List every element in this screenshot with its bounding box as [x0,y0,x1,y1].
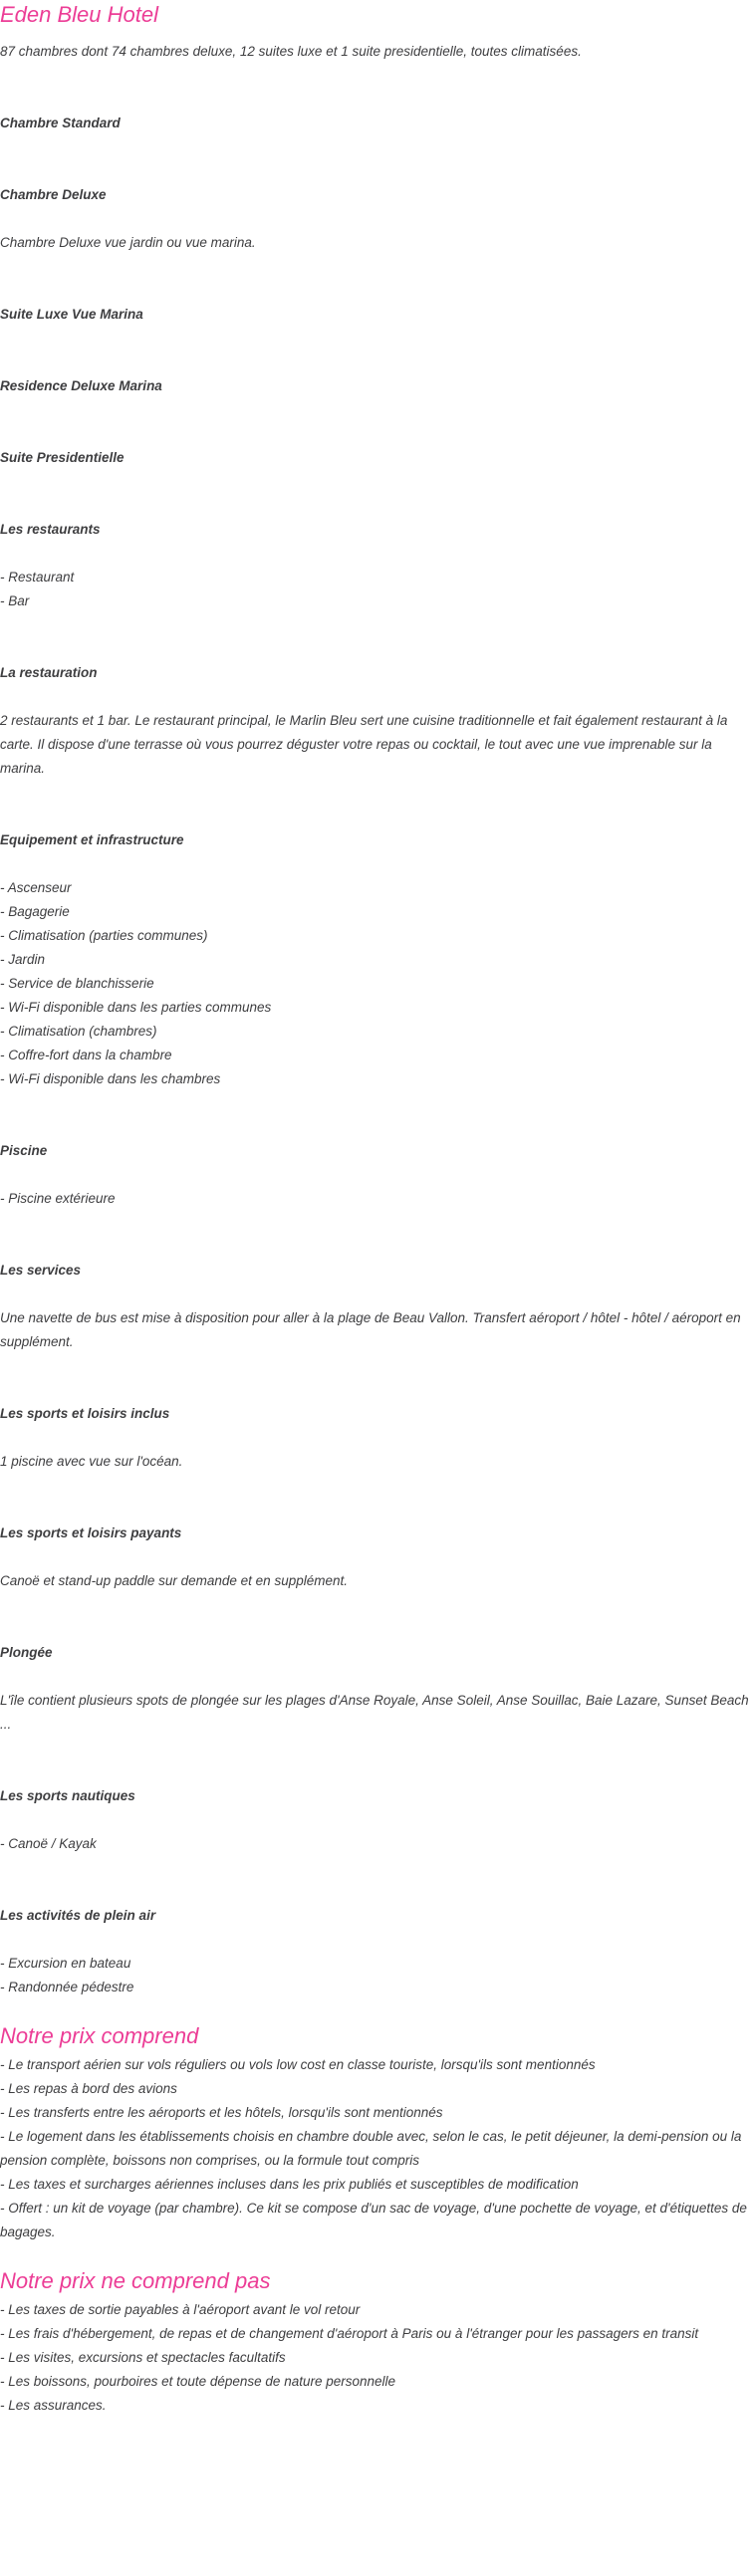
section-list [0,566,753,613]
section-title: Suite Luxe Vue Marina [0,307,143,322]
hotel-intro: 87 chambres dont 74 chambres deluxe, 12 suites luxe et 1 suite presidentielle, toutes climatisées. [0,44,582,59]
section-title: Equipement et infrastructure [0,832,184,847]
section-title: Les sports nautiques [0,1788,135,1803]
list-item: - Jardin [0,952,46,967]
list-item: - Excursion en bateau [0,1956,131,1971]
list-item: - Bar [0,593,30,608]
section-text: 1 piscine avec vue sur l'océan. [0,1454,183,1469]
list-item: - Bagagerie [0,904,70,919]
section [0,183,753,255]
list-item: - Piscine extérieure [0,1191,116,1206]
section [0,828,753,1091]
section [0,112,753,135]
section [0,661,753,781]
list-item: - Randonnée pédestre [0,1980,134,1994]
list-item: - Les boissons, pourboires et toute dépense de nature personnelle [0,2374,396,2389]
section [0,1784,753,1856]
section-text: Canoë et stand-up paddle sur demande et en supplément. [0,1573,348,1588]
section [0,1259,753,1354]
section-list [0,1187,753,1211]
price-includes-title: Notre prix comprend [0,2023,199,2048]
section [0,1402,753,1474]
section-title: Les activités de plein air [0,1908,156,1923]
list-item: - Service de blanchisserie [0,976,154,991]
list-item: - Coffre-fort dans la chambre [0,1048,172,1062]
section [0,1641,753,1737]
price-includes-list [0,2053,753,2244]
price-excludes-title: Notre prix ne comprend pas [0,2268,271,2293]
list-item: - Les taxes de sortie payables à l'aéroport avant le vol retour [0,2302,361,2317]
section-title: Piscine [0,1143,48,1158]
section [0,1904,753,1999]
price-includes [0,2021,753,2244]
section-title: Plongée [0,1645,53,1660]
list-item: - Les taxes et surcharges aériennes incluses dans les prix publiés et susceptibles de modification [0,2177,579,2192]
section-text: L'île contient plusieurs spots de plongée sur les plages d'Anse Royale, Anse Soleil, Anse Souillac, Baie Lazare, Sunset Beach ... [0,1693,749,1732]
list-item: - Climatisation (chambres) [0,1024,157,1039]
list-item: - Les repas à bord des avions [0,2081,177,2096]
list-item: - Les visites, excursions et spectacles facultatifs [0,2350,286,2365]
section-title: Les sports et loisirs payants [0,1525,182,1540]
section-text: Chambre Deluxe vue jardin ou vue marina. [0,235,256,250]
section [0,374,753,398]
section [0,1139,753,1211]
list-item: - Les assurances. [0,2398,107,2413]
section [0,303,753,327]
section-title: Les restaurants [0,522,101,537]
price-excludes-list [0,2298,753,2418]
list-item: - Les frais d'hébergement, de repas et de changement d'aéroport à Paris ou à l'étranger pour les passagers en transit [0,2326,699,2341]
list-item: - Offert : un kit de voyage (par chambre). Ce kit se compose d'un sac de voyage, d'une pochette de voyage, et d'étiquettes de bagages. [0,2201,747,2239]
section-title: Chambre Deluxe [0,187,107,202]
section-list [0,1832,753,1856]
list-item: - Le logement dans les établissements choisis en chambre double avec, selon le cas, le petit déjeuner, la demi-pension ou la pension complète, boissons non comprises, ou la formule tout compris [0,2129,742,2168]
section [0,518,753,613]
sections-list [0,112,753,1999]
list-item: - Wi-Fi disponible dans les chambres [0,1071,221,1086]
section-title: Les sports et loisirs inclus [0,1406,170,1421]
list-item: - Les transferts entre les aéroports et les hôtels, lorsqu'ils sont mentionnés [0,2105,443,2120]
list-item: - Le transport aérien sur vols réguliers ou vols low cost en classe touriste, lorsqu'ils sont mentionnés [0,2057,596,2072]
section-text: 2 restaurants et 1 bar. Le restaurant principal, le Marlin Bleu sert une cuisine traditionnelle et fait également restaurant à la carte. Il dispose d'une terrasse où vous pourrez déguster votre repas ou cocktail, le tout avec une vue imprenable sur la marina. [0,713,728,776]
section-title: Chambre Standard [0,116,121,130]
section-list [0,876,753,1091]
section [0,446,753,470]
price-excludes [0,2266,753,2418]
section-title: La restauration [0,665,98,680]
section-title: Les services [0,1263,82,1278]
section-text: Une navette de bus est mise à disposition pour aller à la plage de Beau Vallon. Transfert aéroport / hôtel - hôtel / aéroport en supplément. [0,1310,741,1349]
section-title: Suite Presidentielle [0,450,125,465]
section-list [0,1952,753,1999]
list-item: - Climatisation (parties communes) [0,928,208,943]
list-item: - Restaurant [0,570,75,585]
list-item: - Wi-Fi disponible dans les parties communes [0,1000,272,1015]
list-item: - Canoë / Kayak [0,1836,97,1851]
section [0,1522,753,1593]
section-title: Residence Deluxe Marina [0,378,162,393]
page-title: Eden Bleu Hotel [0,2,158,27]
list-item: - Ascenseur [0,880,72,895]
